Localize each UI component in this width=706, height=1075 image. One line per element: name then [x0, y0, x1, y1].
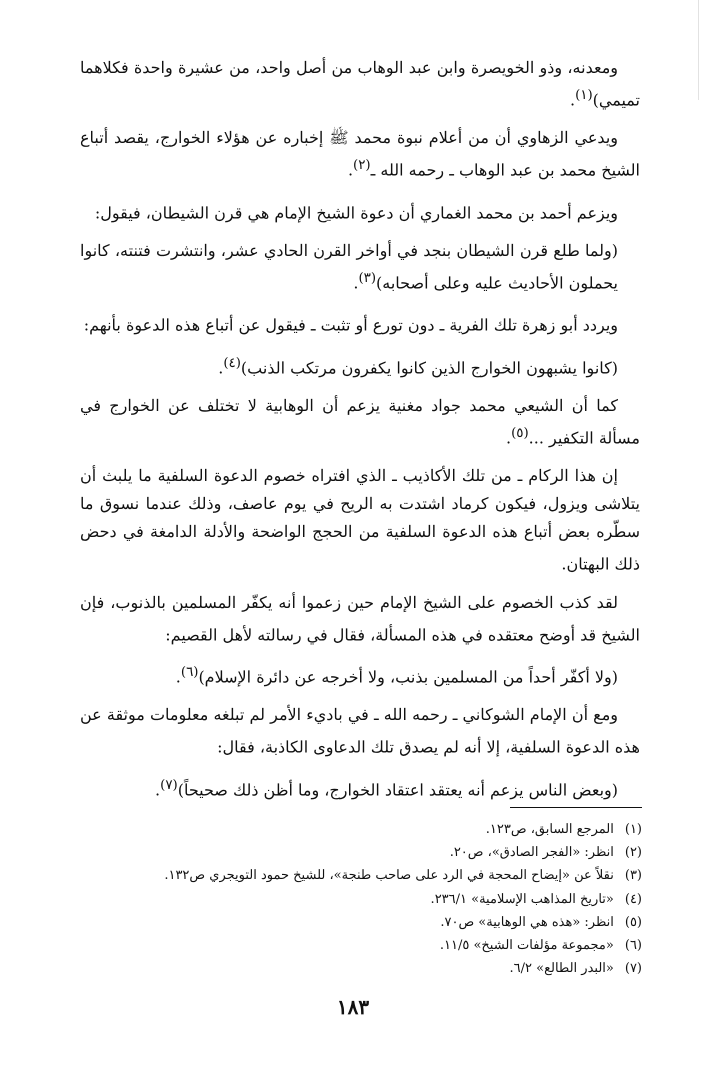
page-number: ١٨٣	[336, 995, 370, 1019]
paragraph-text: (كانوا يشبهون الخوارج الذين كانوا يكفرون مرتكب الذنب)	[240, 357, 618, 377]
footnote-ref[interactable]: (٢)	[353, 158, 371, 174]
footnote-number: (٥)	[624, 914, 642, 930]
paragraph-tail: .	[569, 90, 576, 110]
footnote-text: نقلاً عن «إيضاح المحجة في الرد على صاحب طنجة»، للشيخ حمود التويجري ص١٣٢.	[164, 868, 614, 884]
paragraph-tail: .	[505, 428, 512, 448]
paragraph-1	[80, 54, 640, 114]
paragraph-text: ويردد أبو زهرة تلك الفرية ـ دون تورع أو تثبت ـ فيقول عن أتباع هذه الدعوة بأنهم:	[83, 315, 618, 335]
paragraph-text: ومع أن الإمام الشوكاني ـ رحمه الله ـ في باديء الأمر لم تبلغه معلومات موثقة عن هذه الدعوة السلفية، إلا أنه لم يصدق تلك الدعاوى الكاذبة، فقال:	[80, 705, 640, 757]
paragraph-text: ومعدنه، وذو الخويصرة وابن عبد الوهاب من أصل واحد، من عشيرة واحدة فكلاهما تميمي)	[80, 58, 640, 110]
paragraph-text: كما أن الشيعي محمد جواد مغنية يزعم أن الوهابية لا تختلف عن الخوارج في مسألة التكفير ...	[80, 395, 640, 448]
paragraph-text: (ولا أكفّر أحداً من المسلمين بذنب، ولا أخرجه عن دائرة الإسلام)	[198, 667, 618, 687]
footnote-ref[interactable]: (٤)	[223, 355, 241, 371]
paragraph-text: ويزعم أحمد بن محمد الغماري أن دعوة الشيخ الإمام هي قرن الشيطان، فيقول:	[94, 202, 618, 222]
footnote-number: (٢)	[624, 845, 642, 861]
footnote-text: انظر: «هذه هي الوهابية» ص٧٠.	[440, 914, 614, 930]
footnote-4	[120, 888, 642, 911]
paragraph-5	[80, 392, 640, 452]
main-text	[80, 54, 640, 814]
footnote-number: (١)	[624, 822, 642, 837]
paragraph-tail: .	[155, 779, 161, 799]
footnote-text: «البدر الطالع» ٦/٢.	[509, 961, 614, 977]
paragraph-tail: .	[353, 273, 359, 293]
paragraph-6	[80, 462, 640, 578]
paragraph-text: إن هذا الركام ـ من تلك الأكاذيب ـ الذي افتراه خصوم الدعوة السلفية ما يلبث أن يتلاشى ويزول، فيكون كرماد اشتدت به الريح في يوم عاصف، وذلك عندما نسوق ما سطّره بعض أتباع هذه الدعوة السلفية من الحجج الواضحة والأدلة الدامغة في دحض ذلك البهتان.	[80, 466, 641, 574]
paragraph-text: ويدعي الزهاوي أن من أعلام نبوة محمد ﷺ إخباره عن هؤلاء الخوارج، يقصد أتباع الشيخ محمد بن عبد الوهاب ـ رحمه الله ـ	[80, 128, 640, 180]
paragraph-2	[80, 124, 640, 184]
paragraph-tail: .	[175, 667, 181, 687]
footnote-ref[interactable]: (٣)	[358, 270, 377, 286]
paragraph-text: (وبعض الناس يزعم أنه يعتقد اعتقاد الخوارج، وما أظن ذلك صحيحاً)	[177, 779, 618, 799]
footnote-3	[120, 864, 642, 887]
paragraph-8	[80, 701, 640, 761]
paragraph-7	[80, 589, 640, 649]
quote-1	[80, 237, 640, 297]
quote-2	[80, 350, 640, 382]
quote-4	[80, 772, 640, 804]
footnote-text: انظر: «الفجر الصادق»، ص٢٠.	[449, 845, 614, 861]
paragraph-text: لقد كذب الخصوم على الشيخ الإمام حين زعموا أنه يكفّر المسلمين بالذنوب، فإن الشيخ قد أوضح معتقده في هذه المسألة، فقال في رسالته لأهل القصيم:	[80, 592, 640, 644]
footnote-text: «تاريخ المذاهب الإسلامية» ٢٣٦/١.	[430, 891, 614, 907]
footnote-number: (٣)	[624, 868, 642, 884]
paragraph-tail: .	[347, 160, 354, 180]
footnote-text: المرجع السابق، ص١٢٣.	[485, 822, 614, 837]
paragraph-text: (ولما طلع قرن الشيطان بنجد في أواخر القرن الحادي عشر، وانتشرت فتنته، كانوا يحملون الأحاديث عليه وعلى أصحابه)	[80, 240, 618, 293]
footnote-ref[interactable]: (٧)	[160, 777, 178, 793]
footnote-ref[interactable]: (١)	[575, 88, 593, 103]
footnote-ref[interactable]: (٥)	[511, 425, 529, 441]
scan-edge-line	[698, 0, 699, 100]
footnote-5	[120, 911, 642, 934]
footnote-number: (٤)	[624, 891, 642, 907]
footnote-2	[120, 841, 642, 864]
footnote-ref[interactable]: (٦)	[180, 664, 199, 680]
footnote-number: (٦)	[624, 938, 642, 954]
footnote-text: «مجموعة مؤلفات الشيخ» ١١/٥.	[439, 938, 614, 954]
footnote-number: (٧)	[624, 961, 642, 977]
footnotes	[120, 818, 642, 980]
footnote-7	[120, 957, 642, 980]
paragraph-4	[80, 307, 640, 339]
paragraph-3	[80, 195, 640, 227]
footnote-6	[120, 934, 642, 957]
paragraph-tail: .	[218, 357, 224, 377]
quote-3	[80, 659, 640, 691]
footnote-1	[120, 818, 642, 841]
footnote-divider	[510, 807, 642, 808]
